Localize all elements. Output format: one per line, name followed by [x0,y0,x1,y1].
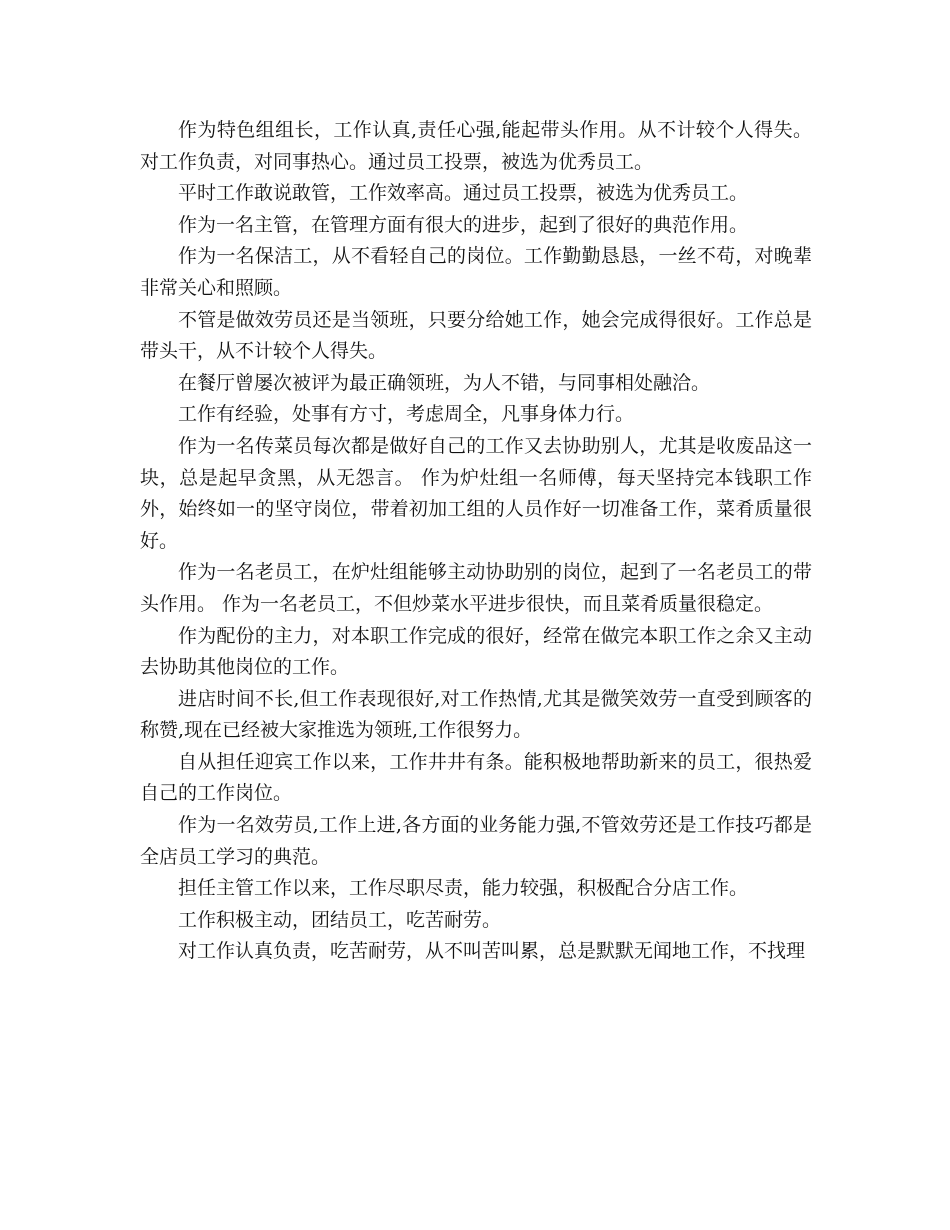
paragraph-11: 进店时间不长,但工作表现很好,对工作热情,尤其是微笑效劳一直受到顾客的称赞,现在已经被大家推选为领班,工作很努力。 [140,687,812,742]
paragraph-1: 作为特色组组长，工作认真,责任心强,能起带头作用。从不计较个人得失。对工作负责，对同事热心。通过员工投票，被选为优秀员工。 [140,119,812,173]
document-body [140,115,812,968]
paragraph-8: 作为一名传菜员每次都是做好自己的工作又去协助别人，尤其是收废品这一块，总是起早贪黑，从无怨言。 作为炉灶组一名师傅，每天坚持完本钱职工作外，始终如一的坚守岗位，带着初加工组的人员作好一切准备工作，菜肴质量很好。 [140,434,812,552]
paragraph-7: 工作有经验，处事有方寸，考虑周全，凡事身体力行。 [178,403,635,426]
paragraph-12: 自从担任迎宾工作以来，工作井井有条。能积极地帮助新来的员工，很热爱自己的工作岗位。 [140,750,812,805]
paragraph-14: 担任主管工作以来，工作尽职尽责，能力较强，积极配合分店工作。 [178,877,749,900]
paragraph-10: 作为配份的主力，对本职工作完成的很好，经常在做完本职工作之余又主动去协助其他岗位的工作。 [140,624,812,679]
paragraph-3: 作为一名主管，在管理方面有很大的进步，起到了很好的典范作用。 [178,213,749,236]
paragraph-16: 对工作认真负责，吃苦耐劳，从不叫苦叫累，总是默默无闻地工作，不找理 [178,940,806,963]
paragraph-5: 不管是做效劳员还是当领班，只要分给她工作，她会完成得很好。工作总是带头干，从不计较个人得失。 [140,308,812,363]
paragraph-13: 作为一名效劳员,工作上进,各方面的业务能力强,不管效劳还是工作技巧都是全店员工学习的典范。 [140,814,812,868]
paragraph-9: 作为一名老员工，在炉灶组能够主动协助别的岗位，起到了一名老员工的带头作用。 作为一名老员工，不但炒菜水平进步很快，而且菜肴质量很稳定。 [140,561,812,615]
paragraph-4: 作为一名保洁工，从不看轻自己的岗位。工作勤勤恳恳，一丝不苟，对晚辈非常关心和照顾。 [140,245,812,299]
paragraph-15: 工作积极主动，团结员工，吃苦耐劳。 [178,908,502,931]
paragraph-6: 在餐厅曾屡次被评为最正确领班，为人不错，与同事相处融洽。 [178,371,711,394]
paragraph-2: 平时工作敢说敢管，工作效率高。通过员工投票，被选为优秀员工。 [178,182,749,205]
